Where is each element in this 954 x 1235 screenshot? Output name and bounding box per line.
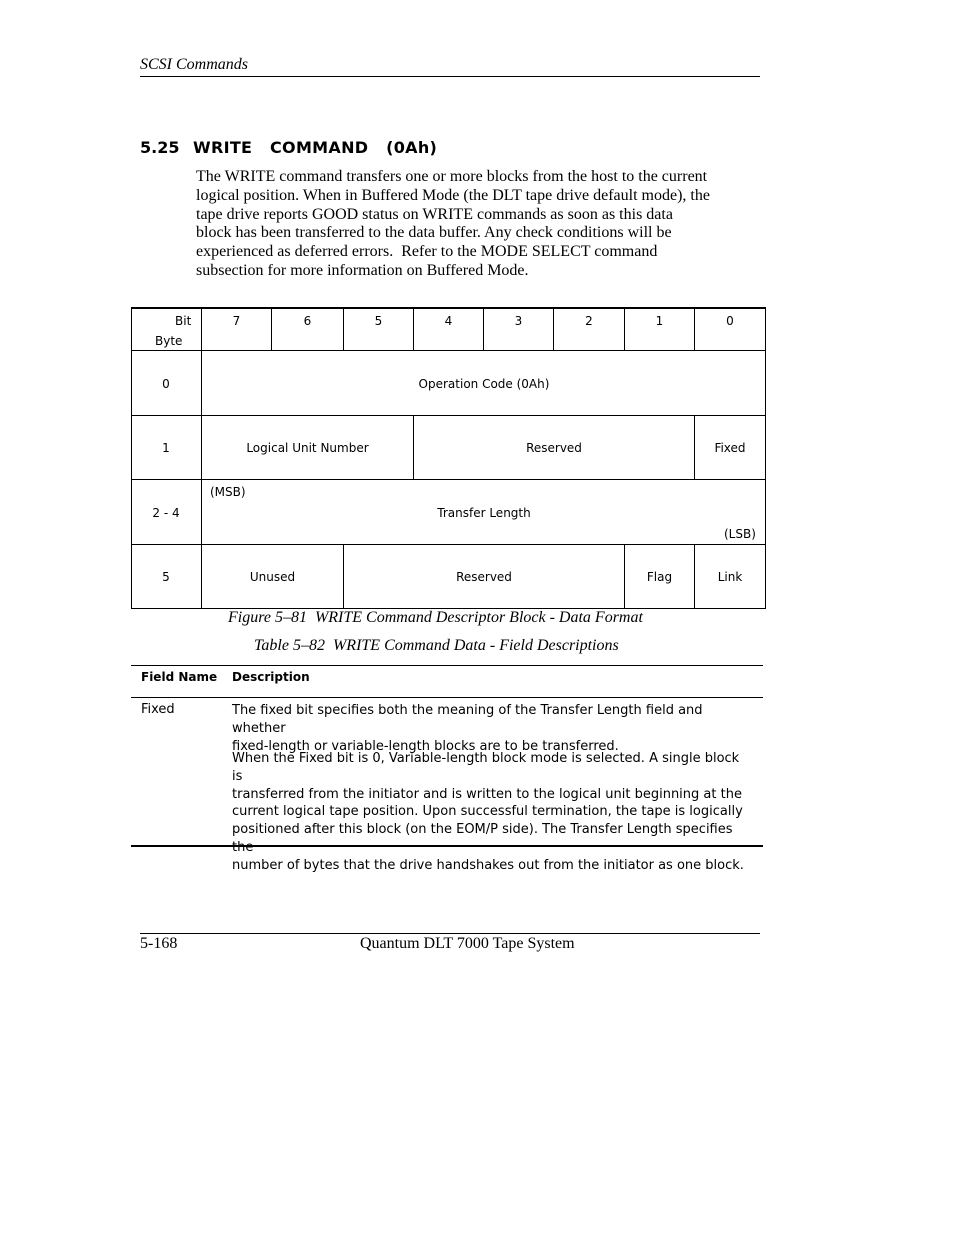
footer-title: Quantum DLT 7000 Tape System [360, 935, 575, 952]
description-paragraph [232, 750, 752, 875]
field-name-cell: Fixed [141, 702, 175, 717]
cdb-col-line [201, 307, 202, 609]
cdb-row-line [131, 479, 766, 480]
description-line: positioned after this block (on the EOM/P side). The Transfer Length specifies the [232, 822, 733, 855]
figure-caption: Figure 5–81 WRITE Command Descriptor Block - Data Format [228, 609, 643, 626]
byte-number: 5 [162, 570, 170, 584]
intro-paragraph [196, 168, 758, 281]
bit-number: 7 [232, 314, 241, 328]
unused-field: Unused [249, 570, 296, 584]
bit-number: 6 [303, 314, 312, 328]
intro-line: tape drive reports GOOD status on WRITE commands as soon as this data [196, 205, 673, 223]
transfer-length-field: Transfer Length [437, 506, 531, 520]
intro-line: logical position. When in Buffered Mode (the DLT tape drive default mode), the [196, 186, 710, 204]
description-paragraph [232, 702, 752, 755]
field-name-header: Field Name [141, 670, 218, 684]
link-field: Link [717, 570, 743, 584]
section-number: 5.25 [140, 138, 180, 157]
msb-label: (MSB) [210, 485, 246, 499]
page-number: 5-168 [140, 935, 178, 952]
bit-number: 3 [514, 314, 523, 328]
cdb-border [131, 307, 766, 609]
bit-number: 0 [726, 314, 734, 328]
header-rule [140, 76, 760, 77]
cdb-row-line [131, 350, 766, 351]
bit-label: Bit [175, 314, 192, 328]
running-header: SCSI Commands [140, 56, 249, 73]
table-caption: Table 5–82 WRITE Command Data - Field Descriptions [254, 637, 619, 654]
cdb-row-line [131, 415, 766, 416]
bit-number: 4 [444, 314, 453, 328]
section-title-text: WRITE COMMAND (0Ah) [193, 138, 438, 157]
lsb-label: (LSB) [724, 527, 756, 541]
byte-number: 0 [162, 377, 170, 391]
bit-number: 1 [655, 314, 664, 328]
section-title [140, 138, 437, 157]
description-line: The fixed bit specifies both the meaning of the Transfer Length field and whether [232, 703, 703, 736]
table-top-rule [131, 665, 763, 666]
intro-line: experienced as deferred errors. Refer to the MODE SELECT command [196, 243, 658, 261]
reserved-field: Reserved [456, 570, 512, 584]
intro-line: block has been transferred to the data buffer. Any check conditions will be [196, 224, 672, 242]
flag-field: Flag [646, 570, 673, 584]
footer-rule [140, 933, 760, 934]
byte-label: Byte [155, 334, 183, 348]
table-header-rule [131, 697, 763, 698]
intro-line: subsection for more information on Buffered Mode. [196, 261, 529, 279]
reserved-field: Reserved [526, 441, 582, 455]
fixed-field: Fixed [714, 441, 746, 455]
cdb-table [131, 307, 766, 609]
byte-number: 2 - 4 [152, 506, 180, 520]
description-line: current logical tape position. Upon successful termination, the tape is logically [232, 804, 743, 820]
operation-code-field: Operation Code (0Ah) [418, 377, 550, 391]
logical-unit-number-field: Logical Unit Number [246, 441, 369, 455]
table-bottom-rule [131, 845, 763, 847]
bit-number: 5 [374, 314, 383, 328]
cdb-row-line [131, 544, 766, 545]
description-line: transferred from the initiator and is written to the logical unit beginning at the [232, 786, 742, 802]
description-header: Description [232, 670, 310, 684]
intro-line: The WRITE command transfers one or more blocks from the host to the current [196, 168, 708, 185]
bit-number: 2 [585, 314, 593, 328]
description-line: fixed-length or variable-length blocks are to be transferred. [232, 738, 619, 754]
description-line: When the Fixed bit is 0, Variable-length block mode is selected. A single block is [232, 751, 740, 784]
description-line: number of bytes that the drive handshakes out from the initiator as one block. [232, 857, 744, 873]
byte-number: 1 [162, 441, 170, 455]
